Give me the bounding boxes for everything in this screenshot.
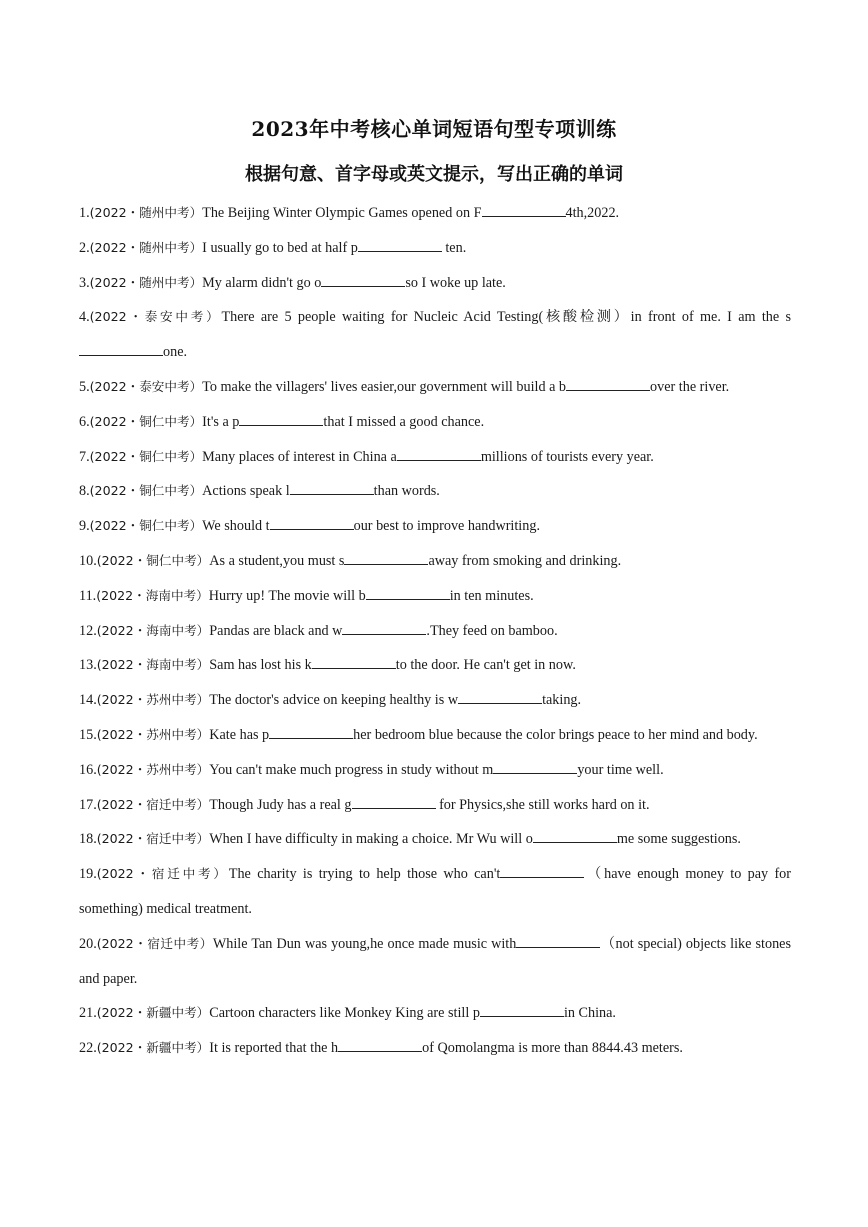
question-text-before: Many places of interest in China a [202,448,397,465]
question-source: (2022・铜仁中考） [96,552,210,568]
question-text-before: I usually go to bed at half p [202,239,358,256]
question-source: (2022・铜仁中考） [89,448,203,464]
question-item [79,822,791,857]
question-list [79,196,791,1066]
question-text-before: The Beijing Winter Olympic Games opened on F [202,205,482,221]
question-item [79,544,791,579]
question-number: 15. [79,726,97,743]
question-item [79,300,791,370]
question-number: 5. [79,378,90,395]
question-text-before: It is reported that the h [209,1040,339,1057]
question-text-before: Sam has lost his k [209,657,312,674]
question-number: 12. [79,622,97,639]
question-text-after: me some suggestions. [616,831,741,848]
question-source: (2022・宿迁中考） [96,866,229,882]
question-text-before: Hurry up! The movie will b [208,587,366,604]
question-source: (2022・铜仁中考） [89,483,203,499]
question-source: (2022・宿迁中考） [96,935,213,951]
question-text-after: in China. [563,1005,616,1022]
question-source: (2022・海南中考） [96,622,210,638]
question-number: 8. [79,483,90,500]
answer-blank[interactable] [352,794,436,809]
question-text-before: Though Judy has a real g [209,796,352,813]
question-number: 6. [79,413,90,430]
question-source: (2022・苏州中考） [96,726,210,742]
question-item [79,370,791,405]
question-item [79,196,791,231]
answer-blank[interactable] [516,933,600,948]
answer-blank[interactable] [290,480,374,495]
answer-blank[interactable] [338,1037,422,1052]
question-text-after: that I missed a good chance. [323,413,485,430]
question-item [79,405,791,440]
answer-blank[interactable] [366,585,450,600]
answer-blank[interactable] [270,515,354,530]
question-number: 4. [79,309,90,326]
question-text-after: （have enough money to pay for something) medical treatment. [79,866,792,917]
question-text-before: It's a p [202,413,240,430]
answer-blank[interactable] [566,376,650,391]
question-number: 11. [79,587,97,604]
question-number: 2. [79,239,90,256]
question-number: 14. [79,692,97,709]
answer-blank[interactable] [533,828,617,843]
question-item [79,579,791,614]
question-number: 21. [79,1005,97,1022]
question-source: (2022・泰安中考） [89,309,222,325]
question-text-after: her bedroom blue because the color brings peace to her mind and body. [353,726,758,743]
question-item [79,266,791,301]
question-item [79,927,791,997]
question-text-before: When I have difficulty in making a choice. Mr Wu will o [209,831,533,848]
answer-blank[interactable] [269,724,353,739]
question-text-after: than words. [373,483,440,500]
answer-blank[interactable] [493,759,577,774]
question-text-after: for Physics,she still works hard on it. [435,796,650,813]
question-text-after: one. [163,344,188,361]
question-source: (2022・铜仁中考） [89,518,203,534]
question-number: 19. [79,866,97,883]
question-source: (2022・苏州中考） [96,692,210,708]
question-source: (2022・海南中考） [96,587,209,603]
question-item [79,718,791,753]
question-source: (2022・苏州中考） [96,761,210,777]
question-item [79,1031,791,1066]
answer-blank[interactable] [321,272,405,287]
question-item [79,788,791,823]
question-source: (2022・随州中考） [89,274,203,290]
question-item [79,753,791,788]
question-text-before: Kate has p [209,726,270,743]
question-text-after: our best to improve handwriting. [353,518,540,535]
question-number: 22. [79,1040,97,1057]
answer-blank[interactable] [458,689,542,704]
question-text-before: Actions speak l [202,483,290,500]
question-text-before: To make the villagers' lives easier,our government will build a b [202,378,567,395]
question-text-after: over the river. [650,378,730,395]
question-text-after: so I woke up late. [405,274,506,291]
answer-blank[interactable] [500,863,584,878]
question-source: (2022・随州中考） [89,239,203,255]
question-source: (2022・宿迁中考） [96,831,210,847]
answer-blank[interactable] [342,620,426,635]
question-number: 20. [79,935,97,952]
question-text-after: taking. [542,692,582,709]
page-title: 2023年中考核心单词短语句型专项训练 [251,117,617,141]
question-text-after: millions of tourists every year. [480,448,654,465]
question-number: 7. [79,448,90,465]
question-text-after: in ten minutes. [449,587,534,604]
answer-blank[interactable] [79,341,163,356]
question-number: 9. [79,518,90,535]
question-number: 18. [79,831,97,848]
question-item [79,614,791,649]
question-text-after: away from smoking and drinking. [428,552,622,569]
question-number: 1. [79,205,90,221]
question-item [79,996,791,1031]
answer-blank[interactable] [312,654,396,669]
question-source: (2022・新疆中考） [96,1040,210,1056]
question-text-before: As a student,you must s [209,552,345,569]
answer-blank[interactable] [397,446,481,461]
question-text-after: （not special) objects like stones and paper. [79,935,791,987]
question-number: 17. [79,796,97,813]
question-source: (2022・随州中考） [89,205,203,220]
question-number: 3. [79,274,90,291]
answer-blank[interactable] [358,237,442,252]
question-item [79,440,791,475]
question-number: 10. [79,552,97,569]
question-item [79,857,791,927]
question-text-before: We should t [202,518,270,535]
question-text-after: of Qomolangma is more than 8844.43 meters. [422,1040,683,1057]
question-text-before: The charity is trying to help those who can't [228,866,501,883]
question-text-before: There are 5 people waiting for Nucleic Acid Testing(核酸检测）in front of me. I am the s [221,309,791,326]
question-item [79,231,791,266]
question-number: 13. [79,657,97,674]
question-text-before: Cartoon characters like Monkey King are still p [209,1005,480,1022]
question-source: (2022・海南中考） [96,657,210,673]
question-item [79,648,791,683]
question-text-before: While Tan Dun was young,he once made music with [212,935,517,952]
answer-blank[interactable] [239,411,323,426]
answer-blank[interactable] [482,202,566,217]
question-number: 16. [79,761,97,778]
question-source: (2022・泰安中考） [89,378,203,394]
question-text-after: to the door. He can't get in now. [395,657,576,674]
answer-blank[interactable] [480,1002,564,1017]
question-item [79,474,791,509]
page-subtitle: 根据句意、首字母或英文提示，写出正确的单词 [245,164,623,185]
question-text-after: .They feed on bamboo. [426,622,558,639]
question-item [79,683,791,718]
question-source: (2022・新疆中考） [96,1005,210,1021]
question-source: (2022・宿迁中考） [96,796,210,812]
question-item [79,509,791,544]
question-text-before: Pandas are black and w [209,622,343,639]
question-text-before: My alarm didn't go o [202,274,322,291]
question-text-after: your time well. [577,761,664,778]
question-source: (2022・铜仁中考） [89,413,203,429]
question-text-before: The doctor's advice on keeping healthy is w [209,692,459,709]
question-text-after: ten. [441,239,467,256]
question-text-before: You can't make much progress in study without m [209,761,494,778]
answer-blank[interactable] [344,550,428,565]
question-text-after: 4th,2022. [565,205,620,221]
